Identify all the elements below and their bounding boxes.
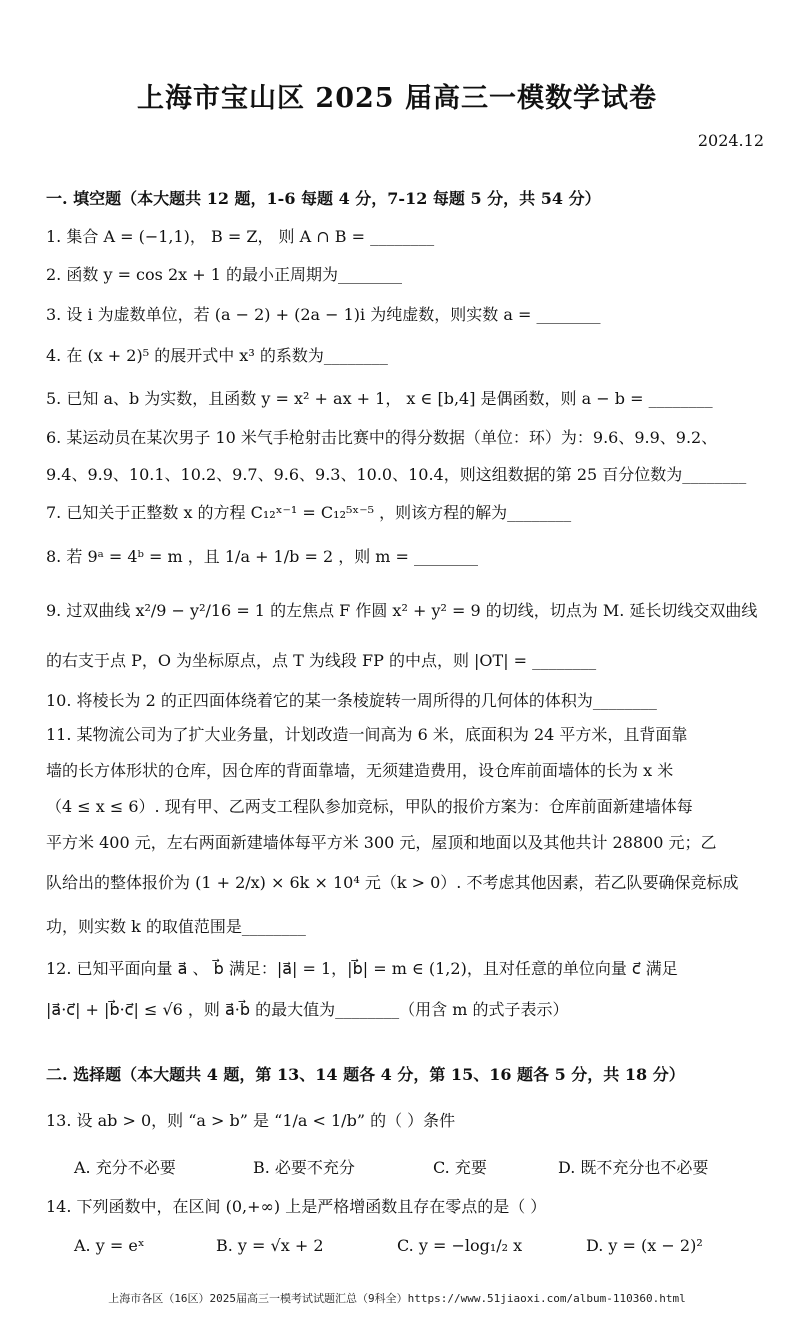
question-13: 13. 设 ab > 0，则 “a > b” 是 “1/a < 1/b” 的（ ）条件 (46, 1111, 456, 1130)
question-11-line-3: （4 ≤ x ≤ 6）. 现有甲、乙两支工程队参加竞标，甲队的报价方案为：仓库前面新建墙体每 (46, 797, 693, 816)
question-7: 7. 已知关于正整数 x 的方程 C₁₂ˣ⁻¹ = C₁₂⁵ˣ⁻⁵ ，则该方程的解为________ (46, 503, 572, 522)
question-1: 1. 集合 A = (−1,1)， B = Z， 则 A ∩ B = ________ (46, 227, 435, 246)
q13-option-a: A. 充分不必要 (74, 1158, 176, 1177)
q13-option-d: D. 既不充分也不必要 (558, 1158, 709, 1177)
section-choice-heading: 二. 选择题（本大题共 4 题，第 13、14 题各 4 分，第 15、16 题各 5 分，共 18 分） (46, 1065, 685, 1084)
question-9-line-1: 9. 过双曲线 x²/9 − y²/16 = 1 的左焦点 F 作圆 x² + y² = 9 的切线，切点为 M. 延长切线交双曲线 (46, 601, 758, 620)
q13-option-c: C. 充要 (433, 1158, 487, 1177)
question-12-line-2: |a⃗·c⃗| + |b⃗·c⃗| ≤ √6 ，则 a⃗·b⃗ 的最大值为________（用含 m 的式子表示） (46, 1000, 569, 1019)
footer-link-text: 上海市各区（16区）2025届高三一模考试试题汇总（9科全）https://www.51jiaoxi.com/album-110360.html (108, 1292, 686, 1305)
question-2: 2. 函数 y = cos 2x + 1 的最小正周期为________ (46, 265, 402, 284)
page-title: 上海市宝山区 2025 届高三一模数学试卷 (137, 83, 657, 114)
question-10: 10. 将棱长为 2 的正四面体绕着它的某一条棱旋转一周所得的几何体的体积为________ (46, 691, 657, 710)
question-8: 8. 若 9ᵃ = 4ᵇ = m ，且 1/a + 1/b = 2 ，则 m = ________ (46, 547, 479, 566)
question-11-line-4: 平方米 400 元，左右两面新建墙体每平方米 300 元，屋顶和地面以及其他共计 28800 元；乙 (46, 833, 717, 852)
question-11-line-6: 功，则实数 k 的取值范围是________ (46, 917, 306, 936)
exam-date: 2024.12 (697, 131, 764, 150)
question-4: 4. 在 (x + 2)⁵ 的展开式中 x³ 的系数为________ (46, 346, 388, 365)
question-14: 14. 下列函数中，在区间 (0,+∞) 上是严格增函数且存在零点的是（ ） (46, 1197, 547, 1216)
question-11-line-1: 11. 某物流公司为了扩大业务量，计划改造一间高为 6 米，底面积为 24 平方米，且背面靠 (46, 725, 688, 744)
question-3: 3. 设 i 为虚数单位，若 (a − 2) + (2a − 1)i 为纯虚数，则实数 a = ________ (46, 305, 601, 324)
question-6-line-2: 9.4、9.9、10.1、10.2、9.7、9.6、9.3、10.0、10.4，则这组数据的第 25 百分位数为________ (46, 465, 747, 484)
q14-option-c: C. y = −log₁/₂ x (397, 1236, 523, 1255)
q14-option-d: D. y = (x − 2)² (586, 1236, 703, 1255)
question-11-line-5: 队给出的整体报价为 (1 + 2/x) × 6k × 10⁴ 元（k > 0）. 不考虑其他因素，若乙队要确保竞标成 (46, 873, 739, 892)
question-6-line-1: 6. 某运动员在某次男子 10 米气手枪射击比赛中的得分数据（单位：环）为：9.6、9.9、9.2、 (46, 428, 718, 447)
question-12-line-1: 12. 已知平面向量 a⃗ 、 b⃗ 满足：|a⃗| = 1，|b⃗| = m ∈ (1,2)，且对任意的单位向量 c⃗ 满足 (46, 959, 678, 978)
question-5: 5. 已知 a、b 为实数，且函数 y = x² + ax + 1， x ∈ [b,4] 是偶函数，则 a − b = ________ (46, 389, 713, 408)
q13-option-b: B. 必要不充分 (253, 1158, 355, 1177)
q14-option-b: B. y = √x + 2 (216, 1236, 324, 1255)
q14-option-a: A. y = eˣ (74, 1236, 145, 1255)
question-11-line-2: 墙的长方体形状的仓库，因仓库的背面靠墙，无须建造费用，设仓库前面墙体的长为 x 米 (46, 761, 674, 780)
question-9-line-2: 的右支于点 P，O 为坐标原点，点 T 为线段 FP 的中点，则 |OT| = ________ (46, 651, 597, 670)
section-fill-in-heading: 一. 填空题（本大题共 12 题，1-6 每题 4 分，7-12 每题 5 分，共 54 分） (46, 189, 601, 208)
